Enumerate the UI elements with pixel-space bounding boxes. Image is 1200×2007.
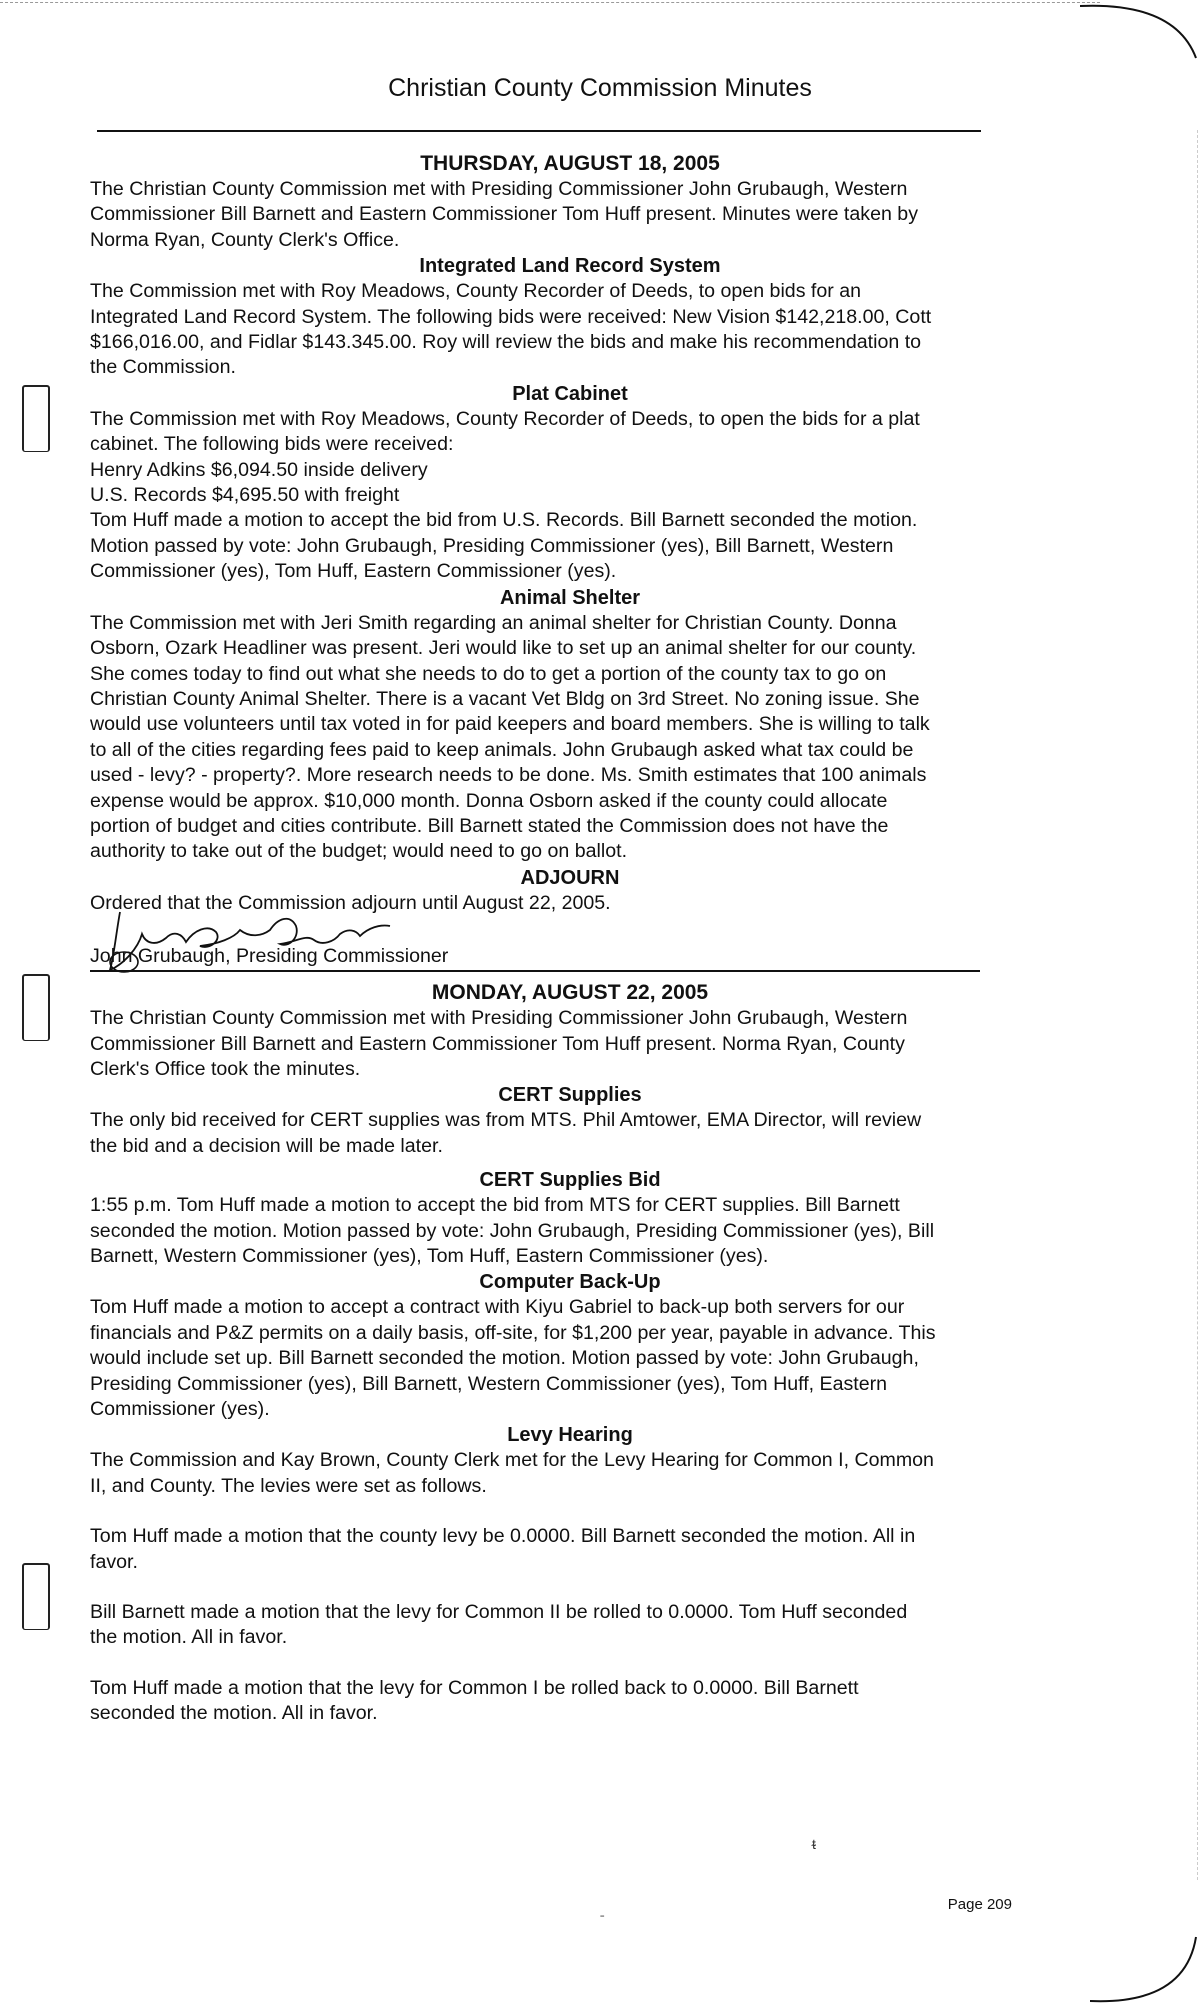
signature-block	[90, 916, 1050, 972]
section-text: The Commission and Kay Brown, County Clerk met for the Levy Hearing for Common I, Common II, and County. The levies were set as follows.	[90, 1449, 934, 1497]
section-heading: CERT Supplies Bid	[479, 1169, 661, 1192]
scan-edge-top	[0, 2, 1100, 3]
levy-motion: Bill Barnett made a motion that the levy for Common II be rolled to 0.0000. Tom Huff seconded the motion. All in favor.	[90, 1601, 908, 1649]
minutes-body	[90, 151, 1050, 1727]
binder-hole	[22, 385, 50, 452]
adjourn-text: Ordered that the Commission adjourn until August 22, 2005.	[90, 891, 611, 914]
scan-speck: ᵵ	[812, 1836, 816, 1852]
binder-hole	[22, 974, 50, 1041]
scan-speck: ˉ	[600, 1912, 605, 1928]
section-text: The Commission met with Jeri Smith regarding an animal shelter for Christian County. Donna Osborn, Ozark Headliner was present. Jeri would like to set up an animal shelter for our county. She comes today to find out what she needs to do to get a portion of the county tax to go on Christian County Animal Shelter. There is a vacant Vet Bldg on 3rd Street. No zoning issue. She would use volunteers until tax voted in for paid keepers and board members. She is willing to talk to all of the cities regarding fees paid to keep animals. John Grubaugh asked what tax could be used - levy? - property?. More research needs to be done. Ms. Smith estimates that 100 animals expense would be approx. $10,000 month. Donna Osborn asked if the county could allocate portion of budget and cities contribute. Bill Barnett stated the Commission does not have the authority to take out of the budget; would need to go on ballot.	[90, 611, 930, 863]
page-corner-curve-bottom	[1090, 1897, 1200, 2007]
section-heading: CERT Supplies	[498, 1084, 642, 1107]
section-text: Tom Huff made a motion to accept a contract with Kiyu Gabriel to back-up both servers for our financials and P&Z permits on a daily basis, off-site, for $1,200 per year, payable in advance. This would include set up. Bill Barnett seconded the motion. Motion passed by vote: John Grubaugh, Presiding Commissioner (yes), Bill Barnett, Western Commissioner (yes), Tom Huff, Eastern Commissioner (yes).	[90, 1296, 936, 1421]
signature-caption: John Grubaugh, Presiding Commissioner	[90, 945, 449, 968]
section-heading: Computer Back-Up	[479, 1271, 661, 1294]
section-heading: Integrated Land Record System	[419, 255, 721, 278]
section-text: The only bid received for CERT supplies was from MTS. Phil Amtower, EMA Director, will review the bid and a decision will be made later.	[90, 1109, 922, 1157]
section-text: 1:55 p.m. Tom Huff made a motion to accept the bid from MTS for CERT supplies. Bill Barnett seconded the motion. Motion passed by vote: John Grubaugh, Presiding Commissioner (yes), Bill Barnett, Western Commissioner (yes), Tom Huff, Eastern Commissioner (yes).	[90, 1194, 935, 1267]
meeting-date: THURSDAY, AUGUST 18, 2005	[420, 152, 720, 175]
scan-edge-right	[1197, 130, 1198, 1880]
document-title: Christian County Commission Minutes	[388, 74, 812, 102]
section-heading: Plat Cabinet	[512, 382, 628, 405]
meeting-intro: The Christian County Commission met with Presiding Commissioner John Grubaugh, Western Commissioner Bill Barnett and Eastern Commissioner Tom Huff present. Norma Ryan, County Clerk's Office took the minutes.	[90, 1007, 908, 1080]
section-text: The Commission met with Roy Meadows, County Recorder of Deeds, to open the bids for a plat cabinet. The following bids were received: Henry Adkins $6,094.50 inside delivery U.S. Records $4,695.50 with freight Tom Huff made a motion to accept the bid from U.S. Records. Bill Barnett seconded the motion. Motion passed by vote: John Grubaugh, Presiding Commissioner (yes), Bill Barnett, Western Commissioner (yes), Tom Huff, Eastern Commissioner (yes).	[90, 407, 920, 583]
adjourn-heading: ADJOURN	[520, 866, 620, 889]
meeting-date: MONDAY, AUGUST 22, 2005	[431, 981, 709, 1005]
meeting-intro: The Christian County Commission met with Presiding Commissioner John Grubaugh, Western Commissioner Bill Barnett and Eastern Commissioner Tom Huff present. Minutes were taken by Norma Ryan, County Clerk's Office.	[90, 178, 918, 251]
section-heading: Levy Hearing	[507, 1424, 633, 1447]
title-rule	[97, 130, 981, 132]
section-text: The Commission met with Roy Meadows, County Recorder of Deeds, to open bids for an Integrated Land Record System. The following bids were received: New Vision $142,218.00, Cott $166,016.00, and Fidlar $143.345.00. Roy will review the bids and make his recommendation to the Commission.	[90, 280, 932, 379]
levy-motion: Tom Huff made a motion that the county levy be 0.0000. Bill Barnett seconded the motion. All in favor.	[90, 1525, 916, 1573]
binder-hole	[22, 1563, 50, 1630]
section-heading: Animal Shelter	[499, 586, 641, 609]
page-number: Page 209	[947, 1896, 1012, 1913]
levy-motion: Tom Huff made a motion that the levy for Common I be rolled back to 0.0000. Bill Barnett seconded the motion. All in favor.	[90, 1676, 859, 1725]
